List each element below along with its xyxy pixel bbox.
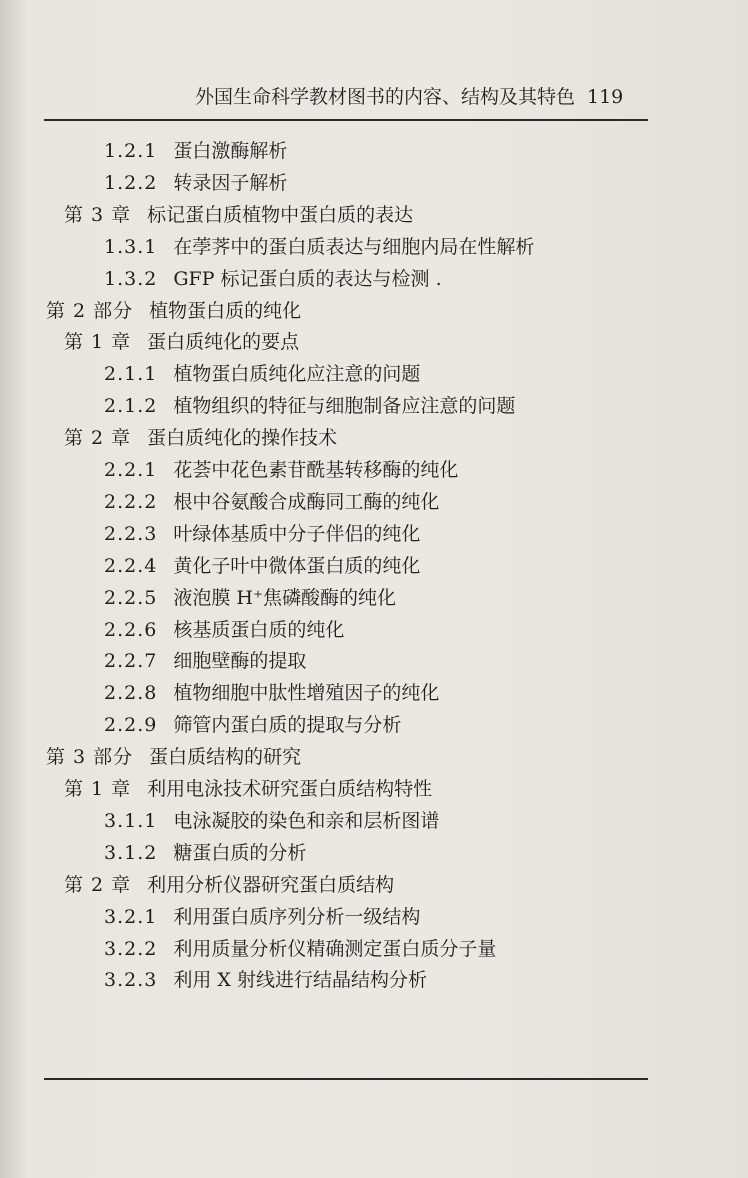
header-rule [44,119,648,121]
toc-entry-title: 植物细胞中肽性增殖因子的纯化 [173,682,440,705]
running-header [195,82,625,112]
toc-section-entry [104,519,420,550]
toc-entry-number: 2.2.4 [104,554,158,577]
toc-entry-title: 细胞壁酶的提取 [173,650,307,673]
toc-entry-title: 植物蛋白质的纯化 [149,299,302,322]
toc-entry-title: 花荟中花色素苷酰基转移酶的纯化 [173,459,459,481]
toc-entry-title: 利用电泳技术研究蛋白质结构特性 [147,778,433,800]
toc-chapter-entry [64,774,432,805]
toc-section-entry [104,902,420,933]
toc-entry-number: 3.1.2 [104,841,158,864]
toc-entry-number: 2.1.1 [104,363,158,386]
toc-entry-number: 第 2 章 [64,873,132,896]
toc-entry-number: 第 1 章 [64,331,132,354]
toc-section-entry [104,487,439,518]
toc-entry-title: 叶绿体基质中分子伴侣的纯化 [173,522,421,545]
toc-entry-number: 第 2 章 [64,427,132,450]
toc-entry-number: 2.2.3 [104,522,158,545]
page-number: 119 [587,86,624,108]
toc-entry-number: 第 2 部分 [46,299,134,322]
toc-entry-number: 2.2.2 [104,490,158,513]
toc-chapter-entry [64,423,337,454]
toc-chapter-entry [64,200,413,231]
toc-section-entry [104,232,534,263]
toc-section-entry [104,965,427,996]
toc-entry-number: 1.2.2 [104,171,158,194]
toc-entry-number: 第 3 部分 [46,746,134,769]
toc-entry-number: 2.2.1 [104,459,158,481]
toc-entry-title: 利用分析仪器研究蛋白质结构 [147,873,395,896]
toc-entry-title: GFP 标记蛋白质的表达与检测 . [173,267,442,290]
toc-section-entry [104,391,515,422]
toc-section-entry [104,646,306,677]
toc-entry-title: 利用质量分析仪精确测定蛋白质分子量 [173,937,497,960]
toc-entry-title: 利用 X 射线进行结晶结构分析 [173,969,427,992]
toc-section-entry [104,838,306,869]
toc-section-entry [104,806,439,837]
toc-entry-number: 3.2.1 [104,905,158,928]
toc-entry-number: 2.2.9 [104,714,158,737]
toc-entry-number: 2.2.6 [104,618,158,641]
toc-entry-number: 2.2.7 [104,650,158,673]
toc-entry-title: 液泡膜 H⁺焦磷酸酶的纯化 [173,586,396,609]
toc-entry-number: 1.3.1 [104,235,158,258]
toc-entry-title: 转录因子解析 [173,171,288,194]
toc-entry-number: 1.2.1 [104,140,158,162]
toc-section-entry [104,136,287,167]
toc-entry-title: 蛋白激酶解析 [173,140,288,162]
toc-entry-title: 筛管内蛋白质的提取与分析 [173,714,402,737]
toc-section-entry [104,551,420,582]
toc-section-entry [104,583,396,614]
toc-section-entry [104,934,496,965]
running-header-title: 外国生命科学教材图书的内容、结构及其特色 [195,86,576,108]
footer-rule [44,1078,648,1080]
toc-entry-title: 核基质蛋白质的纯化 [173,618,345,641]
toc-entry-title: 根中谷氨酸合成酶同工酶的纯化 [173,490,440,513]
toc-entry-number: 3.1.1 [104,809,158,832]
toc-entry-title: 糖蛋白质的分析 [173,841,307,864]
toc-chapter-entry [64,327,299,358]
toc-entry-number: 2.2.8 [104,682,158,705]
toc-section-entry [104,168,287,199]
toc-entry-title: 蛋白质纯化的要点 [147,331,300,354]
toc-part-entry [46,742,301,773]
toc-entry-title: 黄化子叶中微体蛋白质的纯化 [173,554,421,577]
toc-entry-number: 2.1.2 [104,395,158,418]
toc-chapter-entry [64,870,394,901]
toc-entry-title: 标记蛋白质植物中蛋白质的表达 [147,203,414,226]
toc-entry-number: 3.2.2 [104,937,158,960]
toc-section-entry [104,359,420,390]
toc-entry-title: 植物蛋白质纯化应注意的问题 [173,363,421,386]
toc-entry-title: 蛋白质纯化的操作技术 [147,427,338,450]
toc-entry-title: 电泳凝胶的染色和亲和层析图谱 [173,809,440,832]
toc-section-entry [104,264,442,295]
toc-entry-number: 第 3 章 [64,203,132,226]
toc-entry-title: 利用蛋白质序列分析一级结构 [173,905,421,928]
toc-entry-title: 在荸荠中的蛋白质表达与细胞内局在性解析 [173,235,535,258]
toc-entry-title: 蛋白质结构的研究 [149,746,302,769]
toc-entry-number: 第 1 章 [64,778,132,800]
toc-entry-title: 植物组织的特征与细胞制备应注意的问题 [173,395,516,418]
toc-entry-number: 3.2.3 [104,969,158,992]
toc-part-entry [46,296,301,327]
toc-section-entry [104,678,439,709]
toc-section-entry [104,710,401,741]
toc-entry-number: 1.3.2 [104,267,158,290]
toc-section-entry [104,455,458,486]
toc-section-entry [104,615,344,646]
toc-entry-number: 2.2.5 [104,586,158,609]
